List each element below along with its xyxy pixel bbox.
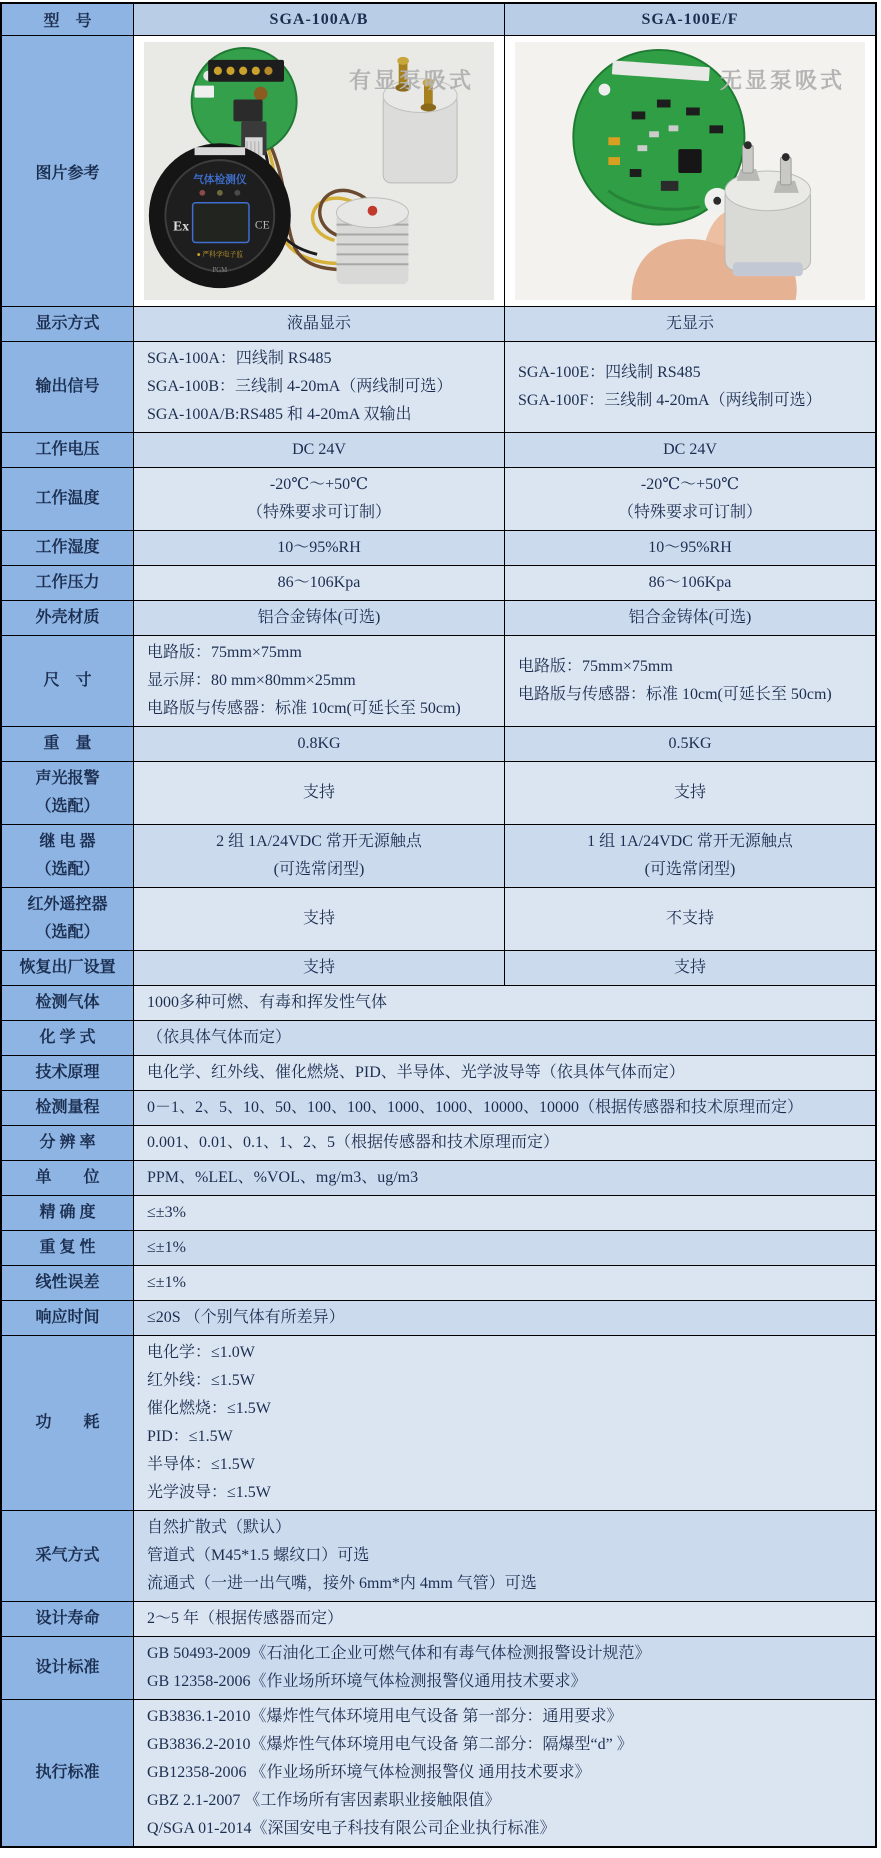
value-cell-working-humidity-ab <box>134 531 505 565</box>
value-cell-weight-ab <box>134 727 505 761</box>
product-photo-ab <box>134 36 505 306</box>
spec-row-detect-range <box>2 1091 875 1126</box>
value-cell-design-standard <box>134 1637 875 1699</box>
value-cell-unit <box>134 1161 875 1195</box>
value-line: DC 24V <box>663 441 717 458</box>
spec-row-tech-principle <box>2 1056 875 1091</box>
value-cell-factory-reset-ab <box>134 951 505 985</box>
value-cell-relay-ab <box>134 825 505 887</box>
row-label-unit <box>2 1161 134 1195</box>
svg-text:● 严科学电子监: ● 严科学电子监 <box>196 251 244 259</box>
value-line: 光学波导：≤1.5W <box>147 1484 271 1501</box>
row-label-line: 分 辨 率 <box>39 1134 96 1151</box>
row-label-line: 尺 寸 <box>43 672 92 689</box>
image-row-label: 图片参考 <box>2 36 134 306</box>
value-line: -20℃～+50℃ <box>269 476 369 493</box>
spec-row-design-standard <box>2 1637 875 1700</box>
photo-sga-100ef <box>515 42 865 300</box>
value-line: SGA-100F：三线制 4-20mA（两线制可选） <box>518 392 822 409</box>
spec-row-design-life <box>2 1602 875 1637</box>
row-label-detect-range <box>2 1091 134 1125</box>
row-label-power-consumption <box>2 1336 134 1510</box>
row-label-working-voltage <box>2 433 134 467</box>
value-line: 流通式（一进一出气嘴，接外 6mm*内 4mm 气管）可选 <box>147 1575 537 1592</box>
row-label-detect-gas <box>2 986 134 1020</box>
header-model-label: 型 号 <box>2 4 134 35</box>
row-label-sampling-method <box>2 1511 134 1601</box>
value-line: （特殊要求可订制） <box>246 504 391 521</box>
value-line: SGA-100B：三线制 4-20mA（两线制可选） <box>147 378 453 395</box>
spec-row-repeatability <box>2 1231 875 1266</box>
ribbed-cylinder <box>337 198 409 284</box>
spec-row-weight <box>2 727 875 762</box>
value-cell-response-time <box>134 1301 875 1335</box>
value-line: 0.001、0.01、0.1、1、2、5（根据传感器和技术原理而定） <box>147 1134 560 1151</box>
value-line: 0－1、2、5、10、50、100、100、1000、1000、10000、10000（根据传感器和技术原理而定） <box>147 1099 804 1116</box>
row-label-design-life <box>2 1602 134 1636</box>
spec-table <box>0 2 877 1848</box>
row-label-tech-principle <box>2 1056 134 1090</box>
value-line: 86～106Kpa <box>648 574 732 591</box>
value-cell-sound-light-alarm-ab <box>134 762 505 824</box>
pcb-ef <box>573 50 744 225</box>
value-cell-weight-ef <box>505 727 875 761</box>
value-line: 红外线：≤1.5W <box>147 1372 255 1389</box>
value-cell-dimensions-ef <box>505 636 875 726</box>
row-label-working-humidity <box>2 531 134 565</box>
value-cell-detect-range <box>134 1091 875 1125</box>
spec-row-shell-material <box>2 601 875 636</box>
value-line: 电化学：≤1.0W <box>147 1344 255 1361</box>
value-line: GB 50493-2009《石油化工企业可燃气体和有毒气体检测报警设计规范》 <box>147 1645 651 1662</box>
value-line: 半导体：≤1.5W <box>147 1456 255 1473</box>
spec-row-response-time <box>2 1301 875 1336</box>
value-cell-working-voltage-ab <box>134 433 505 467</box>
value-line: 自然扩散式（默认） <box>147 1519 292 1536</box>
value-line: 86～106Kpa <box>277 574 361 591</box>
value-cell-power-consumption <box>134 1336 875 1510</box>
row-label-line: （选配） <box>35 861 100 878</box>
value-line: 电化学、红外线、催化燃烧、PID、半导体、光学波导等（依具体气体而定） <box>147 1064 685 1081</box>
value-cell-chemical-formula <box>134 1021 875 1055</box>
value-line: SGA-100E：四线制 RS485 <box>518 364 701 381</box>
row-label-shell-material <box>2 601 134 635</box>
row-label-factory-reset <box>2 951 134 985</box>
row-label-line: 检测量程 <box>35 1099 100 1116</box>
value-cell-output-signal-ef <box>505 342 875 432</box>
photo-sga-100ab <box>144 42 494 300</box>
row-label-line: 恢复出厂设置 <box>19 959 116 976</box>
value-cell-display-mode-ef <box>505 307 875 341</box>
spec-row-sound-light-alarm <box>2 762 875 825</box>
value-cell-ir-remote-ab <box>134 888 505 950</box>
value-line: 0.5KG <box>668 735 712 752</box>
product-photo-ef <box>505 36 875 306</box>
spec-row-accuracy <box>2 1196 875 1231</box>
value-line: 10～95%RH <box>648 539 732 556</box>
svg-text:Ex: Ex <box>173 218 190 234</box>
row-label-design-standard <box>2 1637 134 1699</box>
row-label-dimensions <box>2 636 134 726</box>
row-label-line: 单 位 <box>35 1169 100 1186</box>
row-label-line: 显示方式 <box>35 315 100 332</box>
value-line: GB3836.1-2010《爆炸性气体环境用电气设备 第一部分：通用要求》 <box>147 1708 623 1725</box>
value-cell-working-pressure-ab <box>134 566 505 600</box>
value-cell-relay-ef <box>505 825 875 887</box>
value-line: （依具体气体而定） <box>147 1029 292 1046</box>
row-label-weight <box>2 727 134 761</box>
value-cell-accuracy <box>134 1196 875 1230</box>
value-line: 铝合金铸体(可选) <box>257 609 381 626</box>
value-line: ≤±3% <box>147 1204 186 1221</box>
row-label-line: 设计寿命 <box>35 1610 100 1627</box>
value-line: 1000多种可燃、有毒和挥发性气体 <box>147 994 388 1011</box>
value-line: 电路版：75mm×75mm <box>518 658 673 675</box>
row-label-line: 执行标准 <box>35 1764 100 1781</box>
row-label-line: 重 量 <box>43 735 92 752</box>
value-cell-linearity-error <box>134 1266 875 1300</box>
value-cell-detect-gas <box>134 986 875 1020</box>
value-line: PID：≤1.5W <box>147 1428 233 1445</box>
row-label-line: （选配） <box>35 798 100 815</box>
value-line: PPM、%LEL、%VOL、mg/m3、ug/m3 <box>147 1169 419 1186</box>
row-label-line: 化 学 式 <box>39 1029 96 1046</box>
row-label-line: 检测气体 <box>35 994 100 1011</box>
row-label-chemical-formula <box>2 1021 134 1055</box>
value-line: 10～95%RH <box>277 539 361 556</box>
value-line: (可选常闭型) <box>644 861 736 878</box>
value-cell-repeatability <box>134 1231 875 1265</box>
value-line: 支持 <box>302 910 335 927</box>
row-label-line: 功 耗 <box>35 1414 100 1431</box>
row-label-line: 线性误差 <box>35 1274 100 1291</box>
row-label-response-time <box>2 1301 134 1335</box>
value-cell-tech-principle <box>134 1056 875 1090</box>
value-cell-factory-reset-ef <box>505 951 875 985</box>
value-line: 管道式（M45*1.5 螺纹口）可选 <box>147 1547 370 1564</box>
row-label-line: 工作电压 <box>35 441 100 458</box>
watermark-unpumped: 无显泵吸式 <box>719 68 845 93</box>
row-label-line: 技术原理 <box>35 1064 100 1081</box>
value-line: 无显示 <box>665 315 714 332</box>
value-line: GB 12358-2006《作业场所环境气体检测报警仪通用技术要求》 <box>147 1673 587 1690</box>
value-line: GB3836.2-2010《爆炸性气体环境用电气设备 第二部分：隔爆型“d” 》 <box>147 1736 633 1753</box>
value-line: 0.8KG <box>297 735 341 752</box>
value-cell-execution-standard <box>134 1700 875 1846</box>
value-cell-working-temperature-ab <box>134 468 505 530</box>
value-cell-shell-material-ef <box>505 601 875 635</box>
value-line: 显示屏：80 mm×80mm×25mm <box>147 672 356 689</box>
value-line: 2～5 年（根据传感器而定） <box>147 1610 344 1627</box>
value-cell-ir-remote-ef <box>505 888 875 950</box>
value-line: 液晶显示 <box>286 315 351 332</box>
value-line: ≤20S （个别气体有所差异） <box>147 1309 345 1326</box>
row-label-line: 声光报警 <box>35 770 100 787</box>
row-label-line: 重 复 性 <box>39 1239 96 1256</box>
value-cell-working-temperature-ef <box>505 468 875 530</box>
value-line: SGA-100A/B:RS485 和 4-20mA 双输出 <box>147 406 412 423</box>
spec-row-relay <box>2 825 875 888</box>
image-reference-row <box>2 36 875 307</box>
value-cell-resolution <box>134 1126 875 1160</box>
row-label-line: 输出信号 <box>35 378 100 395</box>
row-label-line: 工作压力 <box>35 574 100 591</box>
spec-rows <box>2 307 875 1846</box>
spec-row-linearity-error <box>2 1266 875 1301</box>
value-line: GBZ 2.1-2007 《工作场所有害因素职业接触限值》 <box>147 1792 501 1809</box>
value-line: ≤±1% <box>147 1274 186 1291</box>
value-cell-working-humidity-ef <box>505 531 875 565</box>
gauge-head <box>149 143 291 288</box>
value-line: （特殊要求可订制） <box>617 504 762 521</box>
value-line: Q/SGA 01-2014《深国安电子科技有限公司企业执行标准》 <box>147 1820 556 1837</box>
row-label-sound-light-alarm <box>2 762 134 824</box>
row-label-working-pressure <box>2 566 134 600</box>
row-label-line: 红外遥控器 <box>27 896 108 913</box>
value-line: ≤±1% <box>147 1239 186 1256</box>
row-label-linearity-error <box>2 1266 134 1300</box>
value-line: 支持 <box>673 959 706 976</box>
value-line: 1 组 1A/24VDC 常开无源触点 <box>587 833 793 850</box>
value-line: 2 组 1A/24VDC 常开无源触点 <box>216 833 422 850</box>
row-label-relay <box>2 825 134 887</box>
value-cell-working-pressure-ef <box>505 566 875 600</box>
row-label-line: 工作湿度 <box>35 539 100 556</box>
value-line: DC 24V <box>292 441 346 458</box>
value-line: 支持 <box>673 784 706 801</box>
value-line: 支持 <box>302 959 335 976</box>
spec-row-working-pressure <box>2 566 875 601</box>
spec-row-ir-remote <box>2 888 875 951</box>
row-label-repeatability <box>2 1231 134 1265</box>
value-line: 电路版：75mm×75mm <box>147 644 302 661</box>
spec-row-display-mode <box>2 307 875 342</box>
value-line: 催化燃烧：≤1.5W <box>147 1400 271 1417</box>
value-line: 电路版与传感器：标准 10cm(可延长至 50cm) <box>518 686 832 703</box>
spec-row-sampling-method <box>2 1511 875 1602</box>
row-label-line: 继 电 器 <box>39 833 96 850</box>
row-label-line: 精 确 度 <box>39 1204 96 1221</box>
spec-row-power-consumption <box>2 1336 875 1511</box>
value-cell-shell-material-ab <box>134 601 505 635</box>
watermark-pumped: 有显泵吸式 <box>348 68 474 93</box>
spec-row-working-temperature <box>2 468 875 531</box>
row-label-ir-remote <box>2 888 134 950</box>
spec-row-factory-reset <box>2 951 875 986</box>
value-cell-sampling-method <box>134 1511 875 1601</box>
row-label-line: 外壳材质 <box>35 609 100 626</box>
row-label-resolution <box>2 1126 134 1160</box>
row-label-line: 采气方式 <box>35 1547 100 1564</box>
row-label-line: 工作温度 <box>35 490 100 507</box>
value-line: 支持 <box>302 784 335 801</box>
row-label-line: 设计标准 <box>35 1659 100 1676</box>
spec-row-resolution <box>2 1126 875 1161</box>
spec-row-dimensions <box>2 636 875 727</box>
value-line: 铝合金铸体(可选) <box>628 609 752 626</box>
svg-text:气体检测仪: 气体检测仪 <box>193 173 247 186</box>
value-line: -20℃～+50℃ <box>640 476 740 493</box>
spec-row-execution-standard <box>2 1700 875 1846</box>
header-model-ab: SGA-100A/B <box>134 4 505 35</box>
spec-row-output-signal <box>2 342 875 433</box>
value-line: 电路版与传感器：标准 10cm(可延长至 50cm) <box>147 700 461 717</box>
row-label-execution-standard <box>2 1700 134 1846</box>
spec-row-unit <box>2 1161 875 1196</box>
row-label-line: （选配） <box>35 924 100 941</box>
value-line: GB12358-2006 《作业场所环境气体检测报警仪 通用技术要求》 <box>147 1764 591 1781</box>
value-line: SGA-100A：四线制 RS485 <box>147 350 332 367</box>
spec-row-working-humidity <box>2 531 875 566</box>
value-cell-working-voltage-ef <box>505 433 875 467</box>
value-line: (可选常闭型) <box>273 861 365 878</box>
header-model-ef: SGA-100E/F <box>505 4 875 35</box>
value-cell-output-signal-ab <box>134 342 505 432</box>
value-cell-sound-light-alarm-ef <box>505 762 875 824</box>
table-header-row <box>2 4 875 36</box>
value-cell-dimensions-ab <box>134 636 505 726</box>
value-line: 不支持 <box>665 910 714 927</box>
spec-row-chemical-formula <box>2 1021 875 1056</box>
row-label-working-temperature <box>2 468 134 530</box>
value-cell-design-life <box>134 1602 875 1636</box>
row-label-line: 响应时间 <box>35 1309 100 1326</box>
svg-text:PGM: PGM <box>212 267 228 275</box>
value-cell-display-mode-ab <box>134 307 505 341</box>
row-label-output-signal <box>2 342 134 432</box>
spec-row-detect-gas <box>2 986 875 1021</box>
svg-text:CE: CE <box>254 218 270 232</box>
spec-row-working-voltage <box>2 433 875 468</box>
row-label-display-mode <box>2 307 134 341</box>
row-label-accuracy <box>2 1196 134 1230</box>
